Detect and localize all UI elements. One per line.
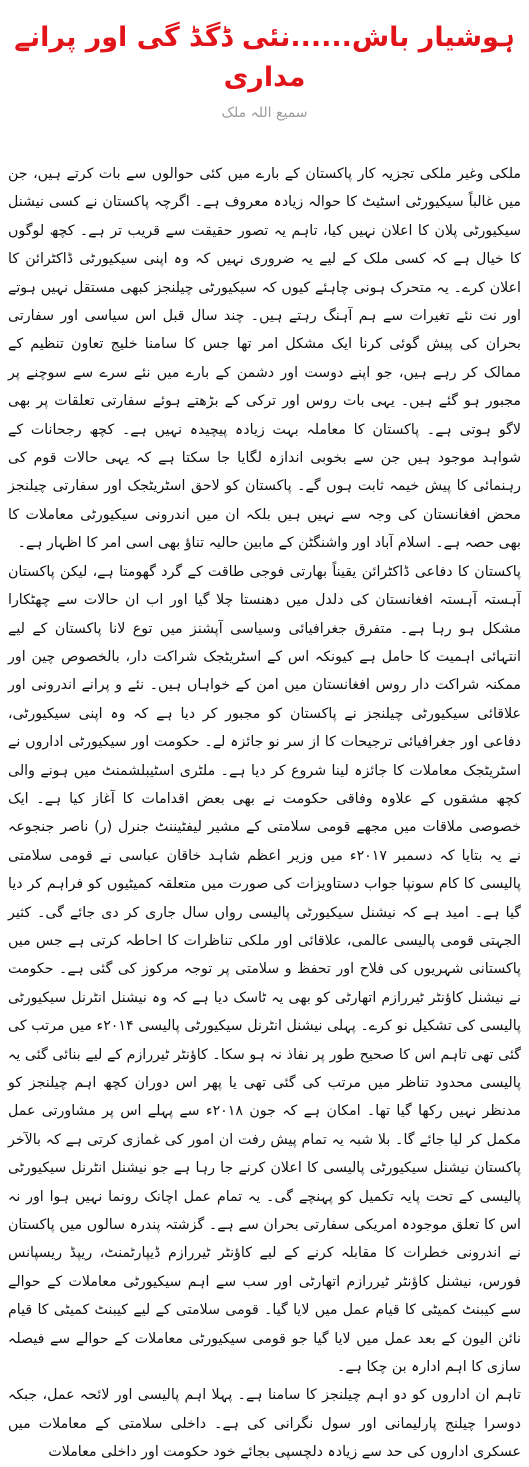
article-body bbox=[8, 160, 521, 1467]
paragraph: تاہم ان اداروں کو دو اہم چیلنجز کا سامنا ہے۔ پہلا اہم پالیسی اور لائحہ عمل، جبکہ دوسرا چیلنج پارلیمانی اور سول نگرانی کی ہے۔ داخلی سلامتی کے معاملات میں عسکری اداروں کی حد سے زیادہ دلچسپی بجائے خود حکومت اور داخلی معاملات bbox=[8, 1387, 521, 1461]
paragraph: ملکی وغیر ملکی تجزیہ کار پاکستان کے بارے میں کئی حوالوں سے بات کرتے ہیں، جن میں غالباً سیکیورٹی اسٹیٹ کا حوالہ زیادہ معروف ہے۔ اگرچہ پاکستان نے کسی نیشنل سیکیورٹی پلان کا اعلان نہیں کیا، تاہم یہ تصور حقیقت سے قریب تر ہے۔ کچھ لوگوں کا خیال ہے کہ کسی ملک کے لیے یہ ضروری نہیں کہ وہ اپنی سیکیورٹی ڈاکٹرائن کا اعلان کرے۔ یہ متحرک ہونی چاہئے کیوں کہ سیکیورٹی چیلنجز کبھی مستقل نہیں ہوتے اور نت نئے تغیرات سے ہم آہنگ رہتے ہیں۔ چند سال قبل اس سیاسی اور سفارتی بحران کی پیش گوئی کرنا ایک مشکل امر تھا جس کا سامنا خلیج تعاون تنظیم کے ممالک کر رہے ہیں، جو اپنے دوست اور دشمن کے بارے میں نئے سرے سے سوچنے پر مجبور ہو گئے ہیں۔ یہی بات روس اور ترکی کے بڑھتے ہوئے سفارتی تعلقات پر بھی لاگو ہوتی ہے۔ پاکستان کا معاملہ بہت زیادہ پیچیدہ نہیں ہے۔ کچھ رجحانات کے شواہد موجود ہیں جن سے بخوبی اندازہ لگایا جا سکتا ہے کہ یہی حالات قوم کی رہنمائی کا پیش خیمہ ثابت ہوں گے۔ پاکستان کو لاحق اسٹریٹجک اور سفارتی چیلنجز محض افغانستان کی وجہ سے نہیں ہیں بلکہ ان میں اندرونی سیکیورٹی معاملات کا بھی حصہ ہے۔ اسلام آباد اور واشنگٹن کے مابین حالیہ تناؤ بھی اسی امر کا اظہار ہے۔ bbox=[8, 166, 521, 552]
article-headline: ہوشیار باش......نئی ڈگڈ گی اور پرانے مداری bbox=[14, 22, 515, 93]
paragraph: پاکستان کا دفاعی ڈاکٹرائن یقیناً بھارتی فوجی طاقت کے گرد گھومتا ہے، لیکن پاکستان آہستہ آہستہ افغانستان کی دلدل میں دھنستا چلا گیا اور اب ان حالات سے چھٹکارا مشکل ہو رہا ہے۔ متفرق جغرافیائی وسیاسی آپشنز میں توع لانا پاکستان کے لیے انتہائی اہمیت کا حامل ہے کیونکہ اس کے اسٹریٹجک شراکت دار، بالخصوص چین اور ممکنہ شراکت دار روس افغانستان میں امن کے خواہاں ہیں۔ نئے و پرانے اندرونی اور علاقائی سیکیورٹی چیلنجز نے پاکستان کو مجبور کر دیا ہے کہ وہ اپنی سیکیورٹی، دفاعی اور جغرافیائی ترجیحات کا از سر نو جائزہ لے۔ حکومت اور سیکیورٹی اداروں نے اسٹریٹجک معاملات کا جائزہ لینا شروع کر دیا ہے۔ ملٹری اسٹیبلشمنٹ میں ہونے والی کچھ مشقوں کے علاوہ وفاقی حکومت نے بھی بعض اقدامات کا آغاز کیا ہے۔ ایک خصوصی ملاقات میں مجھے قومی سلامتی کے مشیر لیفٹیننٹ جنرل (ر) ناصر جنجوعہ نے یہ بتایا کہ دسمبر ۲۰۱۷ء میں وزیر اعظم شاہد خاقان عباسی نے قومی سلامتی پالیسی کا کام سونپا جواب دستاویزات کی صورت میں متعلقہ کمیٹیوں کو فراہم کر دیا گیا ہے۔ امید ہے کہ نیشنل سیکیورٹی پالیسی رواں سال جاری کر دی جائے گی۔ کثیر الجہتی قومی پالیسی عالمی، علاقائی اور ملکی تناظرات کا احاطہ کرتی ہے جس میں پاکستانی شہریوں کی فلاح اور تحفظ و سلامتی پر توجہ مرکوز کی گئی ہے۔ حکومت نے نیشنل کاؤنٹر ٹیررازم اتھارٹی کو بھی یہ ٹاسک دیا ہے کہ وہ نیشنل انٹرنل سیکیورٹی پالیسی کی تشکیل نو کرے۔ پہلی نیشنل انٹرنل سیکیورٹی پالیسی ۲۰۱۴ء میں مرتب کی گئی تھی تاہم اس کا صحیح طور پر نفاذ نہ ہو سکا۔ کاؤنٹر ٹیررازم کے لیے بنائی گئی یہ پالیسی محدود تناظر میں مرتب کی گئی تھی یا پھر اس دوران کچھ اہم چیلنجز کو مدنظر نہیں رکھا گیا تھا۔ امکان ہے کہ جون ۲۰۱۸ء سے پہلے اس پر مشاورتی عمل مکمل کر لیا جائے گا۔ بلا شبہ یہ تمام پیش رفت ان امور کی غمازی کرتی ہے کہ بالآخر پاکستان نیشنل سیکیورٹی پالیسی کا اعلان کرنے جا رہا ہے جو نیشنل انٹرنل سیکیورٹی پالیسی کے تحت پایہ تکمیل کو پہنچے گی۔ یہ تمام عمل اچانک رونما نہیں ہوا اور نہ اس کا تعلق موجودہ امریکی سفارتی بحران سے ہے۔ گزشتہ پندرہ سالوں میں پاکستان نے اندرونی خطرات کا مقابلہ کرنے کے لیے کاؤنٹر ٹیررازم ڈیپارٹمنٹ، ریپڈ ریسپانس فورس، نیشنل کاؤنٹر ٹیررازم اتھارٹی اور سب سے اہم سیکیورٹی معاملات کے حوالے سے کیبنٹ کمیٹی کا قیام عمل میں لایا گیا۔ قومی سلامتی کے لیے کیبنٹ کمیٹی کا قیام نائن الیون کے بعد عمل میں لایا گیا جو قومی سیکیورٹی معاملات کے حوالے سے فیصلہ سازی کا اہم ادارہ بن چکا ہے۔ bbox=[8, 563, 521, 1376]
author-byline: سمیع اللہ ملک bbox=[221, 105, 308, 121]
